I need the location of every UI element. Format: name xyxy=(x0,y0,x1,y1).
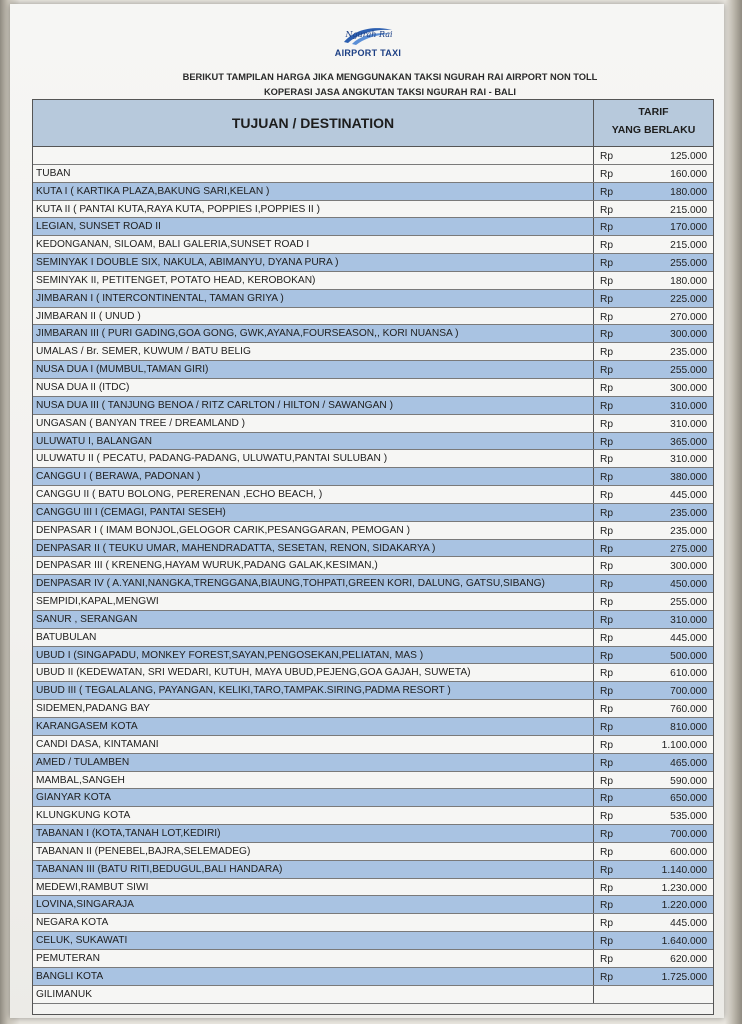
destination-cell: KUTA II ( PANTAI KUTA,RAYA KUTA, POPPIES I,POPPIES II ) xyxy=(36,203,320,215)
price-amount: 500.000 xyxy=(670,650,707,662)
destination-cell: CELUK, SUKAWATI xyxy=(36,935,128,947)
destination-cell: DENPASAR II ( TEUKU UMAR, MAHENDRADATTA, SESETAN, RENON, SIDAKARYA ) xyxy=(36,542,436,554)
table-row xyxy=(33,379,713,397)
destination-cell: KUTA I ( KARTIKA PLAZA,BAKUNG SARI,KELAN ) xyxy=(36,185,270,197)
destination-cell: KEDONGANAN, SILOAM, BALI GALERIA,SUNSET ROAD I xyxy=(36,239,310,251)
price-amount: 300.000 xyxy=(670,561,707,573)
price-cell xyxy=(593,879,713,896)
destination-cell: GILIMANUK xyxy=(36,988,93,1000)
destination-cell: KARANGASEM KOTA xyxy=(36,721,138,732)
price-cell xyxy=(593,807,713,824)
currency-label: Rp xyxy=(600,793,614,805)
table-row xyxy=(33,772,713,790)
price-amount: 650.000 xyxy=(670,793,707,805)
currency-label: Rp xyxy=(600,258,614,270)
currency-label: Rp xyxy=(600,561,614,573)
price-amount: 535.000 xyxy=(670,811,707,823)
price-amount: 450.000 xyxy=(670,579,707,591)
price-cell xyxy=(593,183,713,200)
currency-label: Rp xyxy=(600,168,614,180)
price-amount: 275.000 xyxy=(670,543,707,555)
price-amount: 255.000 xyxy=(670,365,707,377)
table-row xyxy=(33,843,713,861)
currency-label: Rp xyxy=(600,365,614,377)
price-amount: 610.000 xyxy=(670,668,707,680)
destination-cell: BATUBULAN xyxy=(36,631,97,643)
currency-label: Rp xyxy=(600,597,614,609)
currency-label: Rp xyxy=(600,579,614,591)
table-row xyxy=(33,879,713,897)
price-cell xyxy=(593,914,713,931)
table-row xyxy=(33,647,713,665)
logo-script-text: Ngurah Rai xyxy=(345,30,393,39)
destination-cell: KLUNGKUNG KOTA xyxy=(36,810,131,822)
price-amount: 125.000 xyxy=(670,151,707,162)
currency-label: Rp xyxy=(600,971,614,983)
destination-cell: ULUWATU II ( PECATU, PADANG-PADANG, ULUWATU,PANTAI SULUBAN ) xyxy=(36,453,388,465)
destination-cell: CANDI DASA, KINTAMANI xyxy=(36,738,159,750)
price-amount: 465.000 xyxy=(670,757,707,769)
table-row xyxy=(33,254,713,272)
destination-cell: CANGGU I ( BERAWA, PADONAN ) xyxy=(36,471,201,483)
price-amount: 620.000 xyxy=(670,953,707,965)
currency-label: Rp xyxy=(600,400,614,412)
price-cell xyxy=(593,343,713,360)
destination-cell: LOVINA,SINGARAJA xyxy=(36,899,134,911)
table-row xyxy=(33,540,713,558)
price-cell xyxy=(593,147,713,164)
price-cell xyxy=(593,165,713,182)
table-row xyxy=(33,504,713,522)
price-cell xyxy=(593,397,713,414)
currency-label: Rp xyxy=(600,882,614,894)
price-cell xyxy=(593,325,713,342)
price-cell xyxy=(593,968,713,985)
table-row xyxy=(33,147,713,165)
destination-cell: CANGGU III I (CEMAGI, PANTAI SESEH) xyxy=(36,506,226,518)
currency-label: Rp xyxy=(600,739,614,751)
table-row xyxy=(33,896,713,914)
price-cell xyxy=(593,575,713,592)
price-cell xyxy=(593,557,713,574)
price-amount: 255.000 xyxy=(670,597,707,609)
table-row xyxy=(33,629,713,647)
table-row xyxy=(33,575,713,593)
currency-label: Rp xyxy=(600,525,614,537)
destination-cell: PEMUTERAN xyxy=(36,952,100,964)
price-cell xyxy=(593,629,713,646)
price-cell xyxy=(593,201,713,218)
price-cell xyxy=(593,486,713,503)
destination-cell: NUSA DUA I (MUMBUL,TAMAN GIRI) xyxy=(36,364,209,376)
price-cell xyxy=(593,789,713,806)
price-cell xyxy=(593,308,713,325)
price-amount: 700.000 xyxy=(670,686,707,698)
table-row xyxy=(33,968,713,986)
table-row xyxy=(33,736,713,754)
table-row xyxy=(33,397,713,415)
currency-label: Rp xyxy=(600,543,614,555)
table-row xyxy=(33,218,713,236)
currency-label: Rp xyxy=(600,668,614,680)
price-cell xyxy=(593,361,713,378)
price-amount: 310.000 xyxy=(670,614,707,626)
currency-label: Rp xyxy=(600,953,614,965)
destination-cell: UNGASAN ( BANYAN TREE / DREAMLAND ) xyxy=(36,417,246,429)
destination-cell: TABANAN III (BATU RITI,BEDUGUL,BALI HANDARA) xyxy=(36,863,283,875)
intro-line-1: BERIKUT TAMPILAN HARGA JIKA MENGGUNAKAN TAKSI NGURAH RAI AIRPORT NON TOLL xyxy=(182,72,598,82)
price-amount: 700.000 xyxy=(670,829,707,841)
price-cell xyxy=(593,986,713,1003)
price-amount: 1.220.000 xyxy=(661,900,707,912)
price-amount: 180.000 xyxy=(670,275,707,287)
table-row xyxy=(33,700,713,718)
price-amount: 310.000 xyxy=(670,400,707,412)
table-row xyxy=(33,664,713,682)
price-cell xyxy=(593,540,713,557)
currency-label: Rp xyxy=(600,490,614,502)
price-cell xyxy=(593,611,713,628)
currency-label: Rp xyxy=(600,829,614,841)
price-amount: 445.000 xyxy=(670,490,707,502)
table-row xyxy=(33,593,713,611)
destination-cell: UMALAS / Br. SEMER, KUWUM / BATU BELIG xyxy=(36,346,251,358)
price-cell xyxy=(593,593,713,610)
currency-label: Rp xyxy=(600,864,614,876)
table-row xyxy=(33,522,713,540)
destination-cell: NUSA DUA II (ITDC) xyxy=(36,381,130,393)
table-row xyxy=(33,486,713,504)
destination-cell: SEMINYAK II, PETITENGET, POTATO HEAD, KEROBOKAN) xyxy=(36,274,316,286)
price-cell xyxy=(593,254,713,271)
price-amount: 445.000 xyxy=(670,918,707,930)
table-row xyxy=(33,290,713,308)
currency-label: Rp xyxy=(600,811,614,823)
price-cell xyxy=(593,290,713,307)
table-row xyxy=(33,950,713,968)
price-amount: 215.000 xyxy=(670,204,707,216)
destination-cell: JIMBARAN II ( UNUD ) xyxy=(36,310,141,322)
destination-cell: TABANAN II (PENEBEL,BAJRA,SELEMADEG) xyxy=(36,845,251,857)
currency-label: Rp xyxy=(600,472,614,484)
price-cell xyxy=(593,379,713,396)
destination-cell: SEMPIDI,KAPAL,MENGWI xyxy=(36,596,159,608)
price-cell xyxy=(593,664,713,681)
price-amount: 1.725.000 xyxy=(661,971,707,983)
price-amount: 1.100.000 xyxy=(661,739,707,751)
currency-label: Rp xyxy=(600,204,614,216)
table-row xyxy=(33,682,713,700)
destination-cell: DENPASAR III ( KRENENG,HAYAM WURUK,PADANG GALAK,KESIMAN,) xyxy=(36,560,378,572)
destination-cell: UBUD I (SINGAPADU, MONKEY FOREST,SAYAN,PENGOSEKAN,PELIATAN, MAS ) xyxy=(36,649,424,661)
price-cell xyxy=(593,718,713,735)
table-header xyxy=(33,100,713,146)
price-amount: 600.000 xyxy=(670,846,707,858)
currency-label: Rp xyxy=(600,507,614,519)
price-cell xyxy=(593,647,713,664)
table-row xyxy=(33,986,713,1004)
intro-text xyxy=(70,70,710,100)
price-amount: 255.000 xyxy=(670,258,707,270)
destination-cell: AMED / TULAMBEN xyxy=(36,756,130,768)
destination-cell: DENPASAR IV ( A.YANI,NANGKA,TRENGGANA,BIAUNG,TOHPATI,GREEN KORI, DALUNG, GATSU,SIBANG) xyxy=(36,578,545,590)
price-cell xyxy=(593,272,713,289)
price-amount: 270.000 xyxy=(670,311,707,323)
destination-cell: JIMBARAN III ( PURI GADING,GOA GONG, GWK,AYANA,FOURSEASON,, KORI NUANSA ) xyxy=(36,328,459,340)
price-amount: 310.000 xyxy=(670,454,707,466)
currency-label: Rp xyxy=(600,311,614,323)
price-amount: 300.000 xyxy=(670,382,707,394)
table-row xyxy=(33,183,713,201)
destination-cell: GIANYAR KOTA xyxy=(36,792,111,804)
header-tarif-line2: YANG BERLAKU xyxy=(611,124,696,136)
price-cell xyxy=(593,825,713,842)
price-amount: 160.000 xyxy=(670,168,707,180)
currency-label: Rp xyxy=(600,632,614,644)
table-row xyxy=(33,450,713,468)
price-amount: 235.000 xyxy=(670,347,707,359)
currency-label: Rp xyxy=(600,757,614,769)
currency-label: Rp xyxy=(600,222,614,234)
price-cell xyxy=(593,950,713,967)
table-row xyxy=(33,236,713,254)
header-destination: TUJUAN / DESTINATION xyxy=(33,100,594,147)
destination-cell: SEMINYAK I DOUBLE SIX, NAKULA, ABIMANYU, DYANA PURA ) xyxy=(36,257,339,269)
price-amount: 445.000 xyxy=(670,632,707,644)
price-amount: 180.000 xyxy=(670,186,707,198)
currency-label: Rp xyxy=(600,686,614,698)
destination-cell: UBUD II (KEDEWATAN, SRI WEDARI, KUTUH, MAYA UBUD,PEJENG,GOA GAJAH, SUWETA) xyxy=(36,667,471,679)
table-row xyxy=(33,718,713,736)
table-row xyxy=(33,272,713,290)
table-row xyxy=(33,914,713,932)
currency-label: Rp xyxy=(600,436,614,448)
price-list-sheet xyxy=(10,4,724,1018)
price-cell xyxy=(593,236,713,253)
table-row xyxy=(33,861,713,879)
price-cell xyxy=(593,700,713,717)
price-amount: 365.000 xyxy=(670,436,707,448)
currency-label: Rp xyxy=(600,918,614,930)
tariff-table xyxy=(32,99,714,1015)
destination-cell: NEGARA KOTA xyxy=(36,917,109,929)
price-amount: 590.000 xyxy=(670,775,707,787)
table-row xyxy=(33,361,713,379)
header-tarif xyxy=(594,100,713,147)
currency-label: Rp xyxy=(600,650,614,662)
price-amount: 1.640.000 xyxy=(661,936,707,948)
currency-label: Rp xyxy=(600,722,614,733)
price-amount: 380.000 xyxy=(670,472,707,484)
destination-cell: MEDEWI,RAMBUT SIWI xyxy=(36,881,149,893)
currency-label: Rp xyxy=(600,936,614,948)
table-body xyxy=(33,147,713,1004)
price-cell xyxy=(593,682,713,699)
price-cell xyxy=(593,218,713,235)
currency-label: Rp xyxy=(600,382,614,394)
price-amount: 310.000 xyxy=(670,418,707,430)
price-amount: 810.000 xyxy=(670,722,707,733)
destination-cell: TUBAN xyxy=(36,167,71,179)
price-amount: 1.140.000 xyxy=(661,864,707,876)
price-cell xyxy=(593,736,713,753)
table-row xyxy=(33,611,713,629)
price-cell xyxy=(593,772,713,789)
destination-cell: LEGIAN, SUNSET ROAD II xyxy=(36,221,161,233)
price-amount: 225.000 xyxy=(670,293,707,305)
price-cell xyxy=(593,522,713,539)
price-amount: 1.230.000 xyxy=(661,882,707,894)
price-cell xyxy=(593,504,713,521)
currency-label: Rp xyxy=(600,329,614,341)
table-row xyxy=(33,433,713,451)
table-row xyxy=(33,415,713,433)
currency-label: Rp xyxy=(600,186,614,198)
currency-label: Rp xyxy=(600,900,614,912)
currency-label: Rp xyxy=(600,454,614,466)
price-amount: 235.000 xyxy=(670,507,707,519)
currency-label: Rp xyxy=(600,347,614,359)
currency-label: Rp xyxy=(600,418,614,430)
table-row xyxy=(33,201,713,219)
table-row xyxy=(33,325,713,343)
destination-cell: DENPASAR I ( IMAM BONJOL,GELOGOR CARIK,PESANGGARAN, PEMOGAN ) xyxy=(36,524,410,536)
table-row xyxy=(33,343,713,361)
currency-label: Rp xyxy=(600,240,614,252)
price-amount: 300.000 xyxy=(670,329,707,341)
table-row xyxy=(33,308,713,326)
price-amount: 760.000 xyxy=(670,704,707,716)
price-cell xyxy=(593,415,713,432)
destination-cell: JIMBARAN I ( INTERCONTINENTAL, TAMAN GRIYA ) xyxy=(36,292,284,304)
currency-label: Rp xyxy=(600,293,614,305)
price-cell xyxy=(593,433,713,450)
destination-cell: SIDEMEN,PADANG BAY xyxy=(36,703,150,715)
currency-label: Rp xyxy=(600,704,614,716)
price-cell xyxy=(593,843,713,860)
table-row xyxy=(33,932,713,950)
currency-label: Rp xyxy=(600,775,614,787)
header-tarif-line1: TARIF xyxy=(638,106,669,118)
destination-cell: ULUWATU I, BALANGAN xyxy=(36,435,153,447)
price-cell xyxy=(593,754,713,771)
destination-cell: NUSA DUA III ( TANJUNG BENOA / RITZ CARLTON / HILTON / SAWANGAN ) xyxy=(36,399,393,411)
currency-label: Rp xyxy=(600,846,614,858)
price-cell xyxy=(593,450,713,467)
price-cell xyxy=(593,896,713,913)
currency-label: Rp xyxy=(600,275,614,287)
destination-cell: CANGGU II ( BATU BOLONG, PERERENAN ,ECHO BEACH, ) xyxy=(36,489,323,501)
price-cell xyxy=(593,861,713,878)
price-cell xyxy=(593,932,713,949)
table-row xyxy=(33,825,713,843)
destination-cell: SANUR , SERANGAN xyxy=(36,613,138,625)
destination-cell: UBUD III ( TEGALALANG, PAYANGAN, KELIKI,TARO,TAMPAK.SIRING,PADMA RESORT ) xyxy=(36,685,451,697)
logo-name-text: AIRPORT TAXI xyxy=(334,48,402,58)
price-amount: 215.000 xyxy=(670,240,707,252)
price-cell xyxy=(593,468,713,485)
intro-line-2: KOPERASI JASA ANGKUTAN TAKSI NGURAH RAI - BALI xyxy=(263,87,517,97)
table-row xyxy=(33,754,713,772)
table-row xyxy=(33,557,713,575)
currency-label: Rp xyxy=(600,614,614,626)
table-row xyxy=(33,165,713,183)
price-amount: 235.000 xyxy=(670,525,707,537)
destination-cell: MAMBAL,SANGEH xyxy=(36,774,125,786)
destination-cell: TABANAN I (KOTA,TANAH LOT,KEDIRI) xyxy=(36,828,221,840)
price-amount: 170.000 xyxy=(670,222,707,234)
table-row xyxy=(33,468,713,486)
destination-cell: BANGLI KOTA xyxy=(36,970,104,982)
airport-taxi-logo xyxy=(320,24,416,64)
table-row xyxy=(33,807,713,825)
currency-label: Rp xyxy=(600,151,614,162)
table-row xyxy=(33,789,713,807)
